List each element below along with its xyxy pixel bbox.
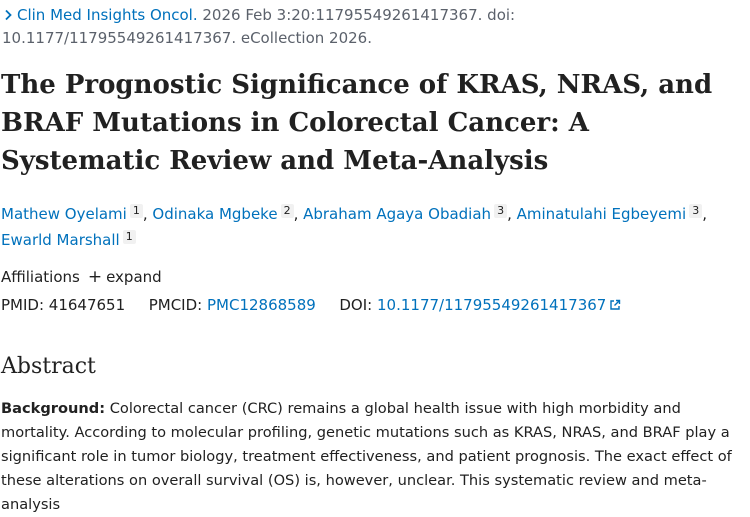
author-link[interactable]: Mathew Oyelami bbox=[1, 205, 127, 223]
affiliations-label: Affiliations bbox=[1, 268, 80, 286]
doi-link[interactable] bbox=[377, 296, 621, 314]
external-link-icon bbox=[609, 299, 621, 311]
affiliation-number[interactable]: 1 bbox=[130, 204, 143, 218]
author-link[interactable]: Abraham Agaya Obadiah bbox=[303, 205, 492, 223]
affiliation-number[interactable]: 3 bbox=[494, 204, 507, 218]
affiliation-number[interactable]: 2 bbox=[281, 204, 294, 218]
abstract-background bbox=[1, 397, 749, 517]
author-link[interactable]: Odinaka Mgbeke bbox=[152, 205, 278, 223]
author-separator: , bbox=[507, 205, 517, 223]
pmcid-label: PMCID: bbox=[148, 296, 203, 314]
doi-value: 10.1177/11795549261417367 bbox=[377, 296, 607, 314]
pmid-label: PMID: bbox=[1, 296, 45, 314]
author-separator: , bbox=[702, 205, 707, 223]
author-link[interactable]: Ewarld Marshall bbox=[1, 231, 120, 249]
author-link[interactable]: Aminatulahi Egbeyemi bbox=[516, 205, 687, 223]
pmid-value: 41647651 bbox=[48, 296, 126, 314]
author-separator: , bbox=[293, 205, 304, 223]
plus-icon: + bbox=[87, 267, 103, 287]
chevron-right-icon bbox=[2, 9, 14, 21]
citation-line bbox=[2, 4, 748, 50]
author-list bbox=[1, 201, 746, 253]
affiliations-toggle[interactable] bbox=[1, 266, 162, 288]
affiliation-number[interactable]: 1 bbox=[123, 230, 136, 244]
identifier-line bbox=[1, 293, 746, 317]
article-title: The Prognostic Significance of KRAS, NRAS, and BRAF Mutations in Colorectal Cancer: A Systematic Review and Meta-Analysis bbox=[1, 70, 713, 176]
affiliation-number[interactable]: 3 bbox=[689, 204, 702, 218]
doi-label: DOI: bbox=[339, 296, 373, 314]
background-text: Colorectal cancer (CRC) remains a global health issue with high morbidity and mortality. According to molecular profiling, genetic mutations such as KRAS, NRAS, and BRAF play a significant role in tumor biology, treatment effectiveness, and patient prognosis. The exact effect of these alterations on overall survival (OS) is, however, unclear. This systematic review and meta-analysis bbox=[1, 400, 732, 513]
author-separator: , bbox=[142, 205, 153, 223]
abstract-heading: Abstract bbox=[1, 354, 96, 379]
journal-link[interactable]: Clin Med Insights Oncol. bbox=[17, 6, 198, 24]
expand-label: expand bbox=[106, 268, 162, 286]
pmcid-link[interactable]: PMC12868589 bbox=[207, 296, 316, 314]
background-label: Background: bbox=[1, 400, 106, 417]
citation-details: 2026 Feb 3:20:11795549261417367. doi: 10.1177/11795549261417367. eCollection 2026. bbox=[2, 6, 516, 47]
